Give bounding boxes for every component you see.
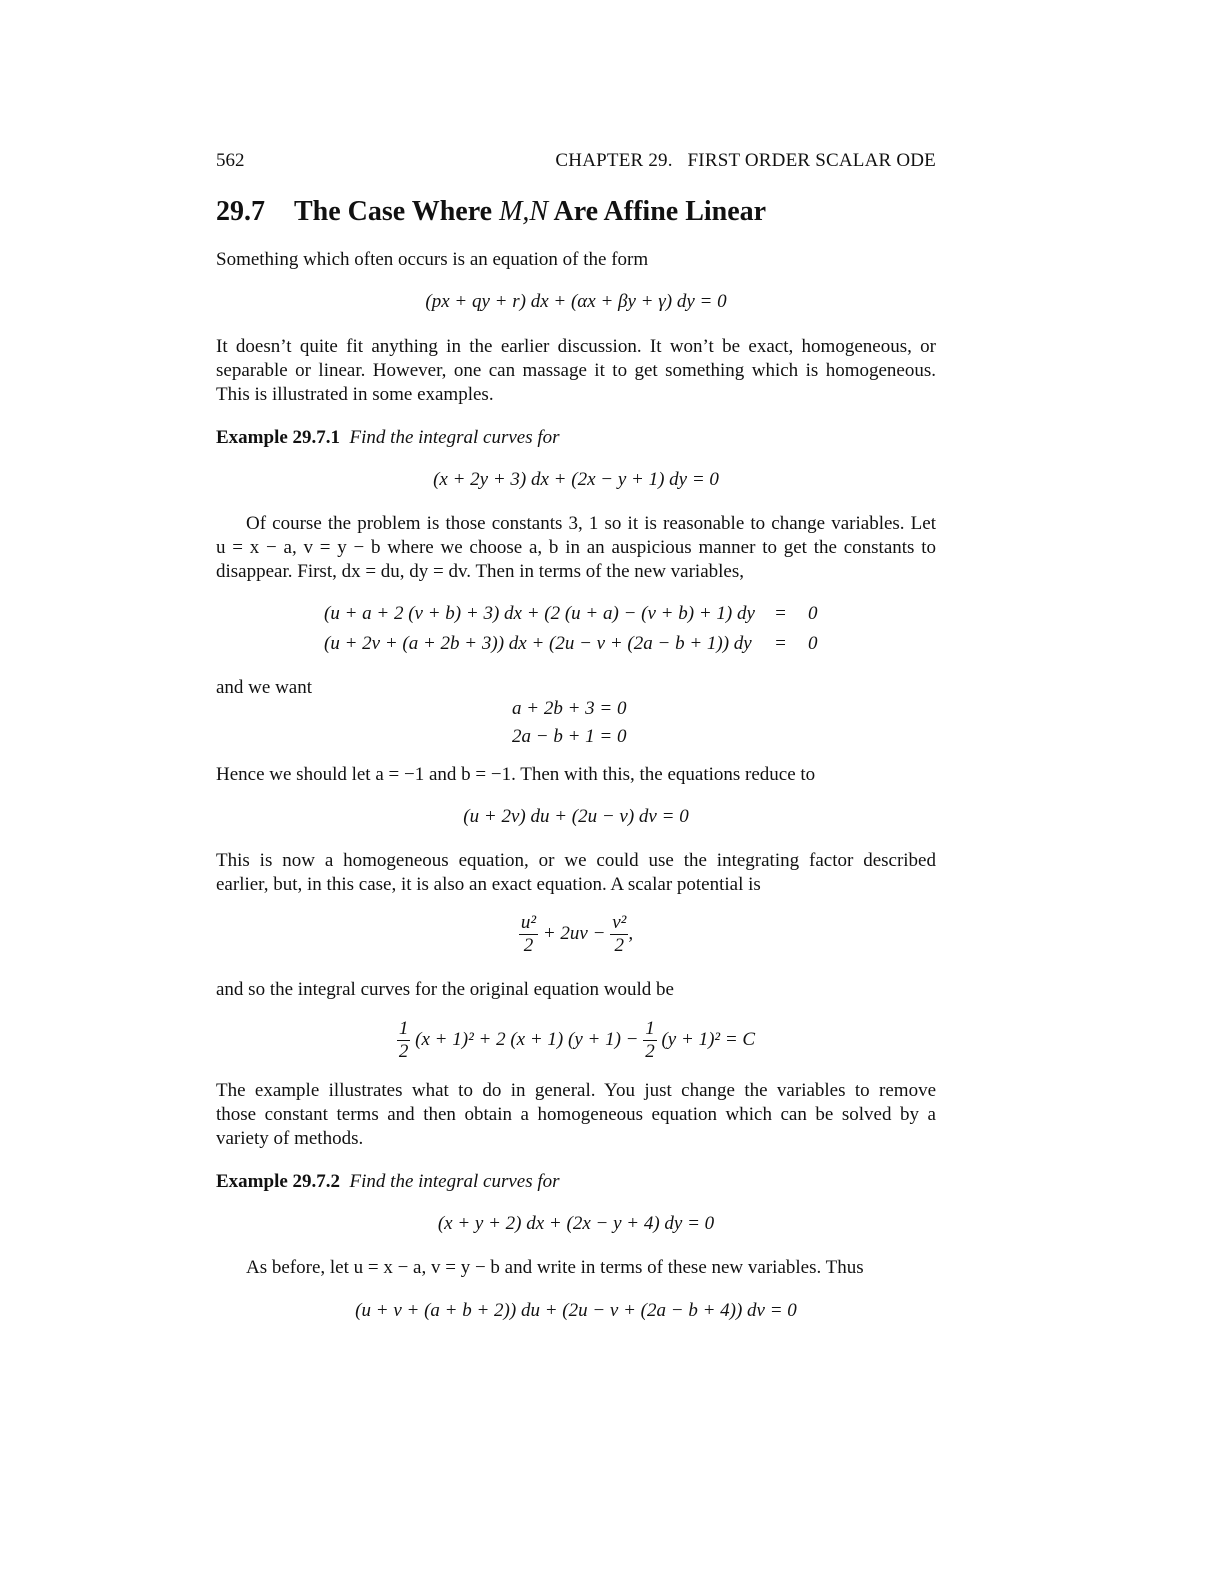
paragraph-line: disappear. First, dx = du, dy = dv. Then in terms of the new variables, xyxy=(216,561,745,582)
equation-final: (u + v + (a + b + 2)) du + (2u − v + (2a − b + 4)) dv = 0 xyxy=(355,1300,797,1321)
section-title-math: M,N xyxy=(499,196,549,227)
denominator: 2 xyxy=(523,935,534,956)
integral-curve-part1: (x + 1)² + 2 (x + 1) (y + 1) − xyxy=(415,1028,644,1050)
paragraph-and-we-want: and we want xyxy=(216,677,313,698)
paragraph-line: variety of methods. xyxy=(216,1128,364,1149)
denominator: 2 xyxy=(398,1041,409,1062)
running-title: CHAPTER 29. FIRST ORDER SCALAR ODE xyxy=(555,150,936,171)
aligned-rhs: 0 xyxy=(808,603,818,624)
equation-general: (px + qy + r) dx + (αx + βy + γ) dy = 0 xyxy=(425,291,727,312)
paragraph-line: The example illustrates what to do in general. You just change the variables to remove xyxy=(216,1080,936,1101)
paragraph-line: This is illustrated in some examples. xyxy=(216,384,494,405)
equation-reduced: (u + 2v) du + (2u − v) dv = 0 xyxy=(463,806,689,827)
page-number: 562 xyxy=(216,150,245,171)
system-row: 2a − b + 1 = 0 xyxy=(512,726,627,747)
example-1-statement xyxy=(216,426,936,450)
section-title-pre: The Case Where xyxy=(294,196,500,227)
fraction xyxy=(519,912,538,957)
denominator: 2 xyxy=(614,935,624,956)
section-number: 29.7 xyxy=(216,196,265,227)
paragraph-line: earlier, but, in this case, it is also an exact equation. A scalar potential is xyxy=(216,874,761,895)
example-2-statement xyxy=(216,1170,936,1194)
system-row: a + 2b + 3 = 0 xyxy=(512,698,627,719)
aligned-rhs: 0 xyxy=(808,633,818,654)
potential-middle: + 2uv − xyxy=(538,922,611,944)
numerator: 1 xyxy=(645,1018,655,1039)
paragraph-line: u = x − a, v = y − b where we choose a, b in an auspicious manner to get the constants to xyxy=(216,537,936,558)
integral-curve-equation xyxy=(216,1018,936,1063)
paragraph-homogeneous xyxy=(216,849,936,897)
aligned-rel: = xyxy=(774,603,787,624)
paragraph-change-variables xyxy=(216,512,936,584)
paragraph-general-method xyxy=(216,1079,936,1151)
section-title-post: Are Affine Linear xyxy=(548,196,767,227)
paragraph-line: those constant terms and then obtain a homogeneous equation which can be solved by a xyxy=(216,1104,936,1125)
example-2-equation: (x + y + 2) dx + (2x − y + 4) dy = 0 xyxy=(437,1213,715,1234)
fraction xyxy=(610,912,628,957)
potential-tail: , xyxy=(628,922,634,944)
paragraph-line: It doesn’t quite fit anything in the earlier discussion. It won’t be exact, homogeneous, or xyxy=(216,336,936,357)
example-2-label: Example 29.7.2 xyxy=(216,1171,341,1192)
example-1-label: Example 29.7.1 xyxy=(216,427,341,448)
fraction xyxy=(397,1018,411,1063)
paragraph-hence: Hence we should let a = −1 and b = −1. Then with this, the equations reduce to xyxy=(216,764,816,785)
numerator: u² xyxy=(520,912,537,933)
paragraph-as-before: As before, let u = x − a, v = y − b and write in terms of these new variables. Thus xyxy=(246,1257,864,1278)
integral-curve-part2: (y + 1)² = C xyxy=(661,1028,756,1050)
paragraph-integral-curves: and so the integral curves for the original equation would be xyxy=(216,979,674,1000)
paragraph-intro: Something which often occurs is an equation of the form xyxy=(216,249,649,270)
aligned-lhs: (u + 2v + (a + 2b + 3)) dx + (2u − v + (2a − b + 1)) dy xyxy=(324,633,752,654)
fraction xyxy=(643,1018,657,1063)
numerator: v² xyxy=(612,912,627,933)
denominator: 2 xyxy=(645,1041,655,1062)
section-heading xyxy=(216,196,766,228)
aligned-rel: = xyxy=(774,633,787,654)
example-1-equation: (x + 2y + 3) dx + (2x − y + 1) dy = 0 xyxy=(433,469,719,490)
paragraph-line: This is now a homogeneous equation, or we could use the integrating factor described xyxy=(216,850,936,871)
scalar-potential xyxy=(216,912,936,957)
numerator: 1 xyxy=(398,1018,409,1039)
paragraph-line: Of course the problem is those constants 3, 1 so it is reasonable to change variables. Let xyxy=(246,513,936,534)
linear-system xyxy=(512,698,626,754)
example-2-text: Find the integral curves for xyxy=(349,1171,560,1192)
paragraph-discussion xyxy=(216,335,936,407)
aligned-lhs: (u + a + 2 (v + b) + 3) dx + (2 (u + a) − (v + b) + 1) dy xyxy=(324,603,755,624)
example-1-text: Find the integral curves for xyxy=(349,427,560,448)
paragraph-line: separable or linear. However, one can massage it to get something which is homogeneous. xyxy=(216,360,936,381)
